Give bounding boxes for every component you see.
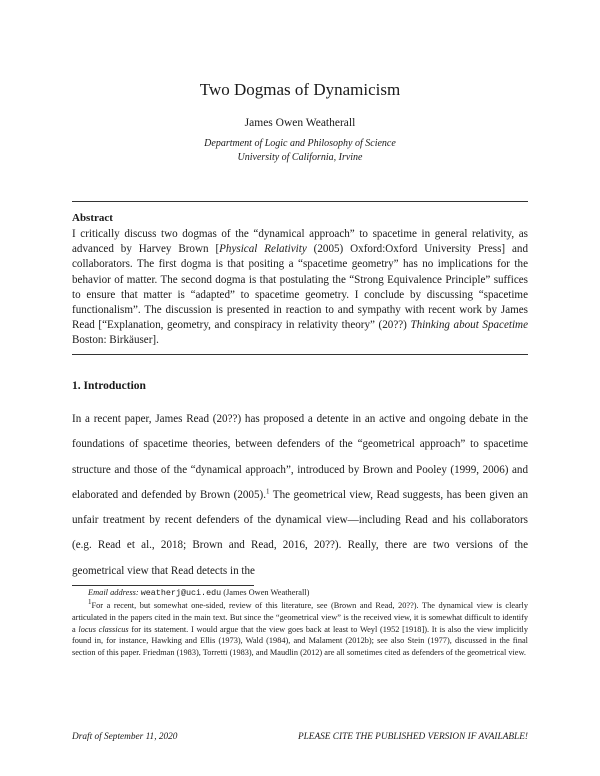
- email-owner: (James Owen Weatherall): [223, 588, 310, 597]
- email-footnote: [88, 588, 309, 598]
- abstract-text-part: (2005) Oxford:Oxford University Press] and collaborators. The first dogma is that positing a “spacetime geometry” has no implications for the behavior of matter. The second dogma is that postulating the “Strong Equivalence Principle” suffices to ensure that matter is “adapted” to spacetime geometry. I conclude by discussing “spacetime functionalism”. The discussion is presented in reaction to and sympathy with recent work by James Read [“Explanation, geometry, and conspiracy in relativity theory” (20??): [72, 243, 528, 332]
- section-heading: 1. Introduction: [72, 380, 146, 392]
- draft-date: Draft of September 11, 2020: [72, 732, 178, 742]
- abstract-text-part: Boston: Birkäuser].: [72, 334, 159, 347]
- paper-title: Two Dogmas of Dynamicism: [199, 80, 401, 99]
- abstract-citation-title: Thinking about Spacetime: [410, 319, 528, 332]
- abstract-bottom-rule: [72, 354, 528, 355]
- affiliation-university: University of California, Irvine: [237, 152, 363, 163]
- abstract-citation-title: Physical Relativity: [219, 243, 307, 256]
- abstract-text-part: I critically discuss two dogmas of the “dynamical approach” to spacetime in general relativity, as advanced by Harvey Brown [: [72, 228, 528, 256]
- citation-notice: PLEASE CITE THE PUBLISHED VERSION IF AVAILABLE!: [297, 732, 528, 742]
- footnote-1: [72, 600, 528, 659]
- affiliation-department: Department of Logic and Philosophy of Science: [204, 138, 396, 149]
- footnote-rule: [72, 585, 254, 586]
- footnote-text-part: for its statement. I would argue that the view goes back at least to Weyl (1952 [1918]). It is also the view implicitly found in, for instance, Hawking and Ellis (1973), Wald (1984), and Malament (2012b); see also Stein (1977), discussed in the final section of this paper. Friedman (1983), Torretti (1983), and Maudlin (2012) are all sometimes cited as defenders of the geometrical view.: [72, 624, 528, 658]
- email-address: weatherj@uci.edu: [140, 588, 222, 598]
- introduction-text: [72, 407, 528, 584]
- abstract-top-rule: [72, 201, 528, 202]
- author-name: James Owen Weatherall: [244, 117, 356, 129]
- footnote-text-part: For a recent, but somewhat one-sided, review of this literature, see (Brown and Read, 20??). The dynamical view is clearly articulated in the papers cited in the main text. But since the “geometrical view” is the received view, it is somewhat difficult to identify a: [72, 601, 528, 634]
- abstract-text: [72, 227, 528, 349]
- footnote-emphasis: locus classicus: [78, 624, 129, 634]
- footnote-marker: 1: [88, 598, 92, 607]
- abstract-heading: Abstract: [72, 212, 113, 224]
- body-text-part: In a recent paper, James Read (20??) has proposed a detente in an active and ongoing debate in the foundations of spacetime theories, between defenders of the “geometrical approach” to spacetime structure and those of the “dynamical approach”, introduced by Brown and Pooley (1999, 2006) and elaborated and defended by Brown (2005).: [72, 413, 528, 501]
- body-text-part: The geometrical view, Read suggests, has been given an unfair treatment by recent defenders of the dynamical view—including Read and his collaborators (e.g. Read et al., 2018; Brown and Read, 2016, 20??). Really, there are two versions of the geometrical view that Read detects in the: [72, 488, 528, 577]
- email-label: Email address:: [88, 588, 139, 597]
- footnote-marker: 1: [266, 487, 270, 496]
